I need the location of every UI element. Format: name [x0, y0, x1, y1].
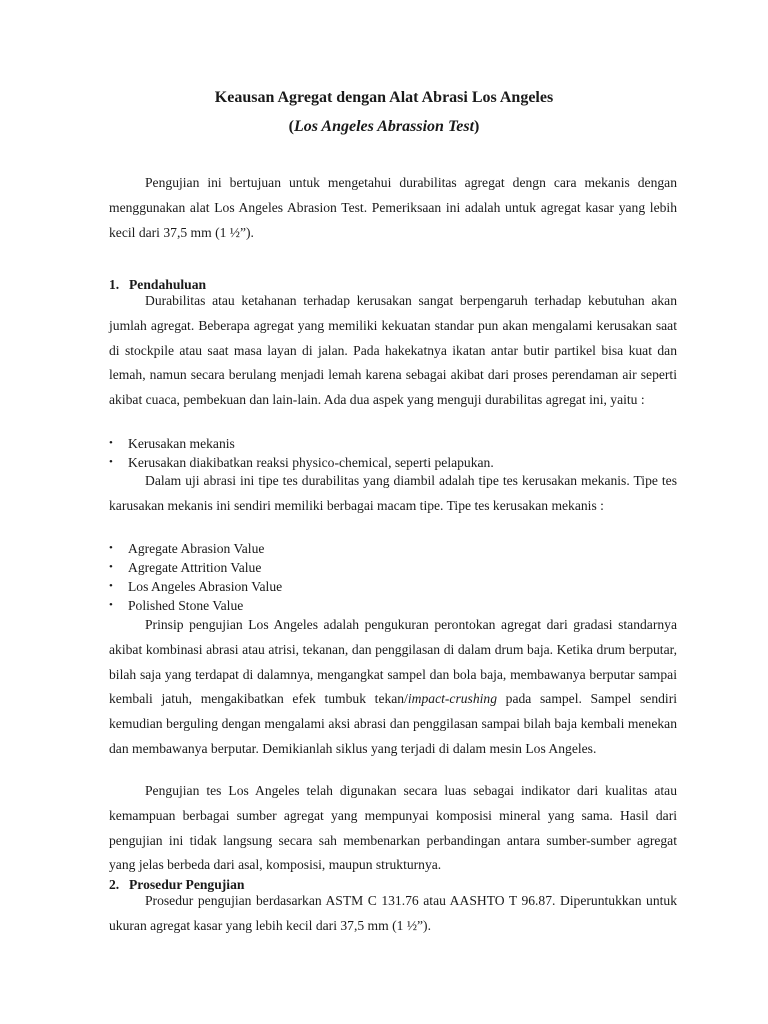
subtitle-italic: Los Angeles Abrassion Test	[293, 118, 475, 135]
section-1-paragraph-3	[109, 613, 677, 762]
bullet-icon: •	[109, 561, 113, 573]
bullet-icon: •	[109, 580, 113, 592]
list-item	[109, 434, 677, 453]
paragraph-3-text-b: pada sampel. Sampel sendiri kemudian berguling dengan mengalami aksi abrasi dan penggilasan sampai bilah baja kembali menekan dan membawanya berputar. Demikianlah siklus yang terjadi di dalam mesin Los Angeles.	[109, 691, 677, 756]
paragraph-3-text-a: Prinsip pengujian Los Angeles adalah pengukuran perontokan agregat dari gradasi standarnya akibat kombinasi abrasi atau atrisi, tekanan, dan penggilasan di dalam drum baja. Ketika drum berputar, bilah saja yang terdapat di dalamnya, mengangkat sampel dan bola baja, membawanya berputar sampai kembali jatuh, mengakibatkan efek tumbuk tekan/	[109, 617, 677, 707]
list-item	[109, 577, 677, 596]
subtitle-close-paren: )	[474, 118, 480, 135]
list-item-text: Agregate Abrasion Value	[128, 541, 265, 556]
section-1-paragraph-2: Dalam uji abrasi ini tipe tes durabilitas yang diambil adalah tipe tes kerusakan mekanis. Tipe tes karusakan mekanis ini sendiri memiliki berbagai macam tipe. Tipe tes kerusakan mekanis :	[109, 473, 677, 513]
document-subtitle	[0, 117, 768, 137]
subtitle-open-paren: (	[288, 118, 294, 135]
document-title: Keausan Agregat dengan Alat Abrasi Los Angeles	[214, 89, 554, 106]
section-2-title: Prosedur Pengujian	[129, 877, 245, 892]
impact-crushing-term: impact-crushing	[407, 691, 497, 707]
bullet-icon: •	[109, 599, 113, 611]
section-1-paragraph-1: Durabilitas atau ketahanan terhadap kerusakan sangat berpengaruh terhadap kebutuhan akan jumlah agregat. Beberapa agregat yang memiliki kekuatan standar pun akan mengalami kerusakan saat di stockpile atau saat masa layan di jalan. Pada hakekatnya ikatan antar butir partikel bisa kuat dan lemah, namun secara berulang menjadi lemah karena sebagai akibat dari proses perendaman air seperti akibat cuaca, pembekuan dan lain-lain. Ada dua aspek yang menguji durabilitas agregat ini, yaitu :	[109, 293, 677, 408]
intro-paragraph: Pengujian ini bertujuan untuk mengetahui durabilitas agregat dengn cara mekanis dengan menggunakan alat Los Angeles Abrasion Test. Pemeriksaan ini adalah untuk agregat kasar yang lebih kecil dari 37,5 mm (1 ½”).	[109, 175, 677, 240]
bullet-icon: •	[109, 437, 113, 449]
section-2-paragraph-1: Prosedur pengujian berdasarkan ASTM C 131.76 atau AASHTO T 96.87. Diperuntukkan untuk ukuran agregat kasar yang lebih kecil dari 37,5 mm (1 ½”).	[109, 893, 677, 933]
list-item-text: Agregate Attrition Value	[128, 560, 262, 575]
list-item-text: Polished Stone Value	[128, 598, 244, 613]
bullet-icon: •	[109, 542, 113, 554]
list-item-text: Kerusakan mekanis	[128, 436, 235, 451]
bullet-icon: •	[109, 456, 113, 468]
section-1-paragraph-4: Pengujian tes Los Angeles telah digunakan secara luas sebagai indikator dari kualitas atau kemampuan berbagai sumber agregat yang mempunyai komposisi mineral yang sama. Hasil dari pengujian ini tidak langsung secara sah membenarkan perbandingan antara sumber-sumber agregat yang jelas berbeda dari asal, komposisi, maupun strukturnya.	[109, 783, 677, 873]
mechanical-test-types-list	[109, 539, 677, 615]
damage-types-list	[109, 434, 677, 472]
section-1-number: 1.	[109, 277, 120, 292]
section-2-number: 2.	[109, 877, 120, 892]
list-item-text: Los Angeles Abrasion Value	[128, 579, 283, 594]
list-item-text: Kerusakan diakibatkan reaksi physico-chemical, seperti pelapukan.	[128, 455, 494, 470]
section-1-title: Pendahuluan	[129, 277, 207, 292]
list-item	[109, 539, 677, 558]
list-item	[109, 558, 677, 577]
